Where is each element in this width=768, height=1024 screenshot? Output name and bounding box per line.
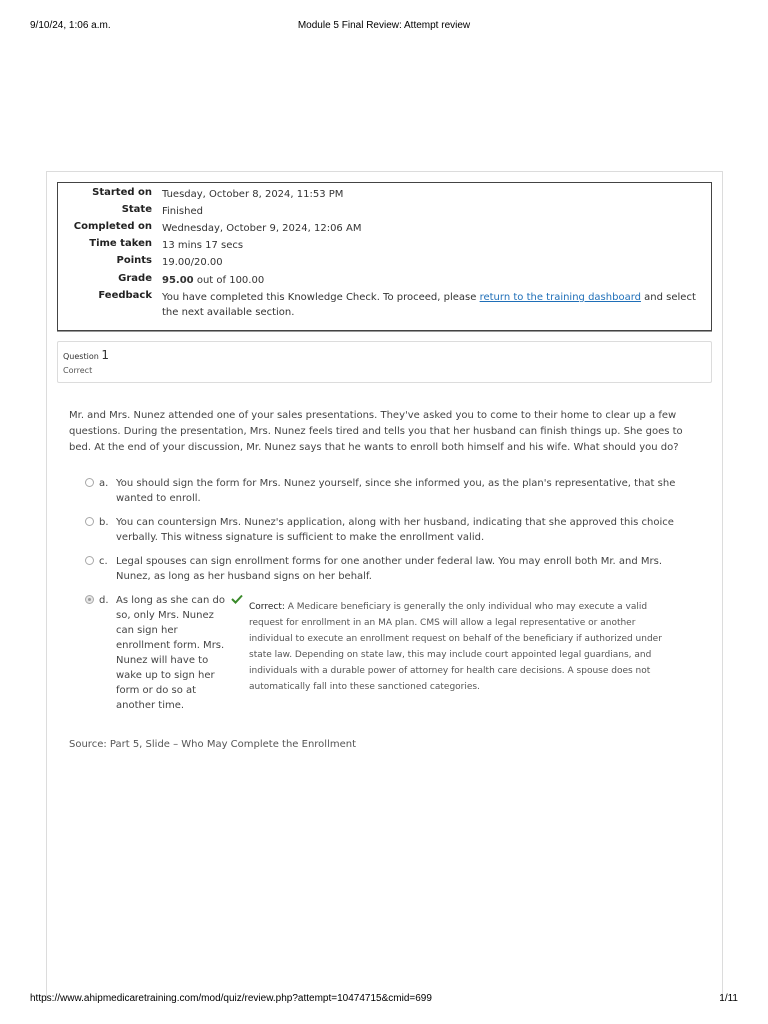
- feedback-value: [162, 290, 702, 320]
- answer-letter: a.: [99, 478, 109, 489]
- answer-text: As long as she can do so, only Mrs. Nunez can sign her enrollment form. Mrs. Nunez will have to wake up to sign her form or do so at another time.: [116, 595, 225, 711]
- print-datetime: 9/10/24, 1:06 a.m.: [30, 20, 111, 31]
- question-info-box: [57, 341, 712, 383]
- grade-value: [162, 273, 702, 288]
- answer-text: You can countersign Mrs. Nunez's application, along with her husband, indicating that she approved this choice verbally. This witness signature is sufficient to make the enrollment valid.: [116, 517, 674, 543]
- question-number: [63, 348, 109, 362]
- answer-letter: b.: [99, 517, 109, 528]
- summary-label: Started on: [92, 187, 152, 198]
- radio-button[interactable]: [85, 556, 94, 565]
- print-page-title: Module 5 Final Review: Attempt review: [297, 20, 471, 31]
- feedback-label: Correct:: [249, 602, 285, 612]
- radio-button[interactable]: [85, 517, 94, 526]
- print-footer: [0, 993, 768, 1007]
- question-source: Source: Part 5, Slide – Who May Complete the Enrollment: [69, 739, 357, 750]
- answer-letter: c.: [99, 556, 108, 567]
- attempt-summary-table: [57, 182, 712, 331]
- summary-label: Time taken: [89, 238, 152, 249]
- return-to-dashboard-link[interactable]: return to the training dashboard: [479, 292, 641, 303]
- radio-button[interactable]: [85, 478, 94, 487]
- summary-value: Tuesday, October 8, 2024, 11:53 PM: [162, 189, 344, 200]
- question-text: Mr. and Mrs. Nunez attended one of your sales presentations. They've asked you to come to their home to clear up a few questions. During the presentation, Mrs. Nunez feels tired and tells you that her husband can finish things up. She goes to bed. At the end of your discussion, Mr. Nunez says that he wants to enroll both himself and his wife. What should you do?: [69, 410, 683, 453]
- radio-button-selected[interactable]: [85, 595, 94, 604]
- print-url: https://www.ahipmedicaretraining.com/mod/quiz/review.php?attempt=10474715&cmid=699: [30, 993, 432, 1004]
- question-label: Question: [63, 352, 99, 361]
- feedback-text-after: and select the next available section.: [162, 292, 696, 318]
- summary-value: Wednesday, October 9, 2024, 12:06 AM: [162, 223, 362, 234]
- correct-check-icon: [231, 594, 243, 604]
- answer-text: You should sign the form for Mrs. Nunez yourself, since she informed you, as the plan's representative, that she wanted to enroll.: [116, 478, 676, 504]
- summary-label: Grade: [118, 273, 152, 284]
- summary-label: State: [121, 204, 152, 215]
- summary-value: 19.00/20.00: [162, 257, 223, 268]
- summary-value: 13 mins 17 secs: [162, 240, 244, 251]
- grade-suffix: out of 100.00: [196, 275, 265, 286]
- summary-value: Finished: [162, 206, 203, 217]
- question-state: Correct: [63, 366, 93, 375]
- summary-label: Feedback: [98, 290, 152, 301]
- answer-text: Legal spouses can sign enrollment forms for one another under federal law. You may enroll both Mr. and Mrs. Nunez, as long as her husband signs on her behalf.: [116, 556, 663, 582]
- summary-label: Completed on: [73, 221, 152, 232]
- print-page-number: 1/11: [719, 993, 738, 1004]
- feedback-text-before: You have completed this Knowledge Check. To proceed, please: [162, 292, 477, 303]
- summary-label: Points: [116, 255, 152, 266]
- grade-score: 95.00: [162, 275, 194, 286]
- feedback-body: A Medicare beneficiary is generally the only individual who may execute a valid request for enrollment in an MA plan. CMS will allow a legal representative or another individual to execute an enrollment request on behalf of the beneficiary if authorized under state law. Depending on state law, this may include court appointed legal guardians, and individuals with a durable power of attorney for health care decisions. A spouse does not automatically fall into these sanctioned categories.: [249, 602, 662, 692]
- answer-letter: d.: [99, 595, 109, 606]
- question-number-value: 1: [101, 348, 109, 362]
- print-header: [0, 20, 768, 34]
- answer-feedback: [249, 599, 679, 695]
